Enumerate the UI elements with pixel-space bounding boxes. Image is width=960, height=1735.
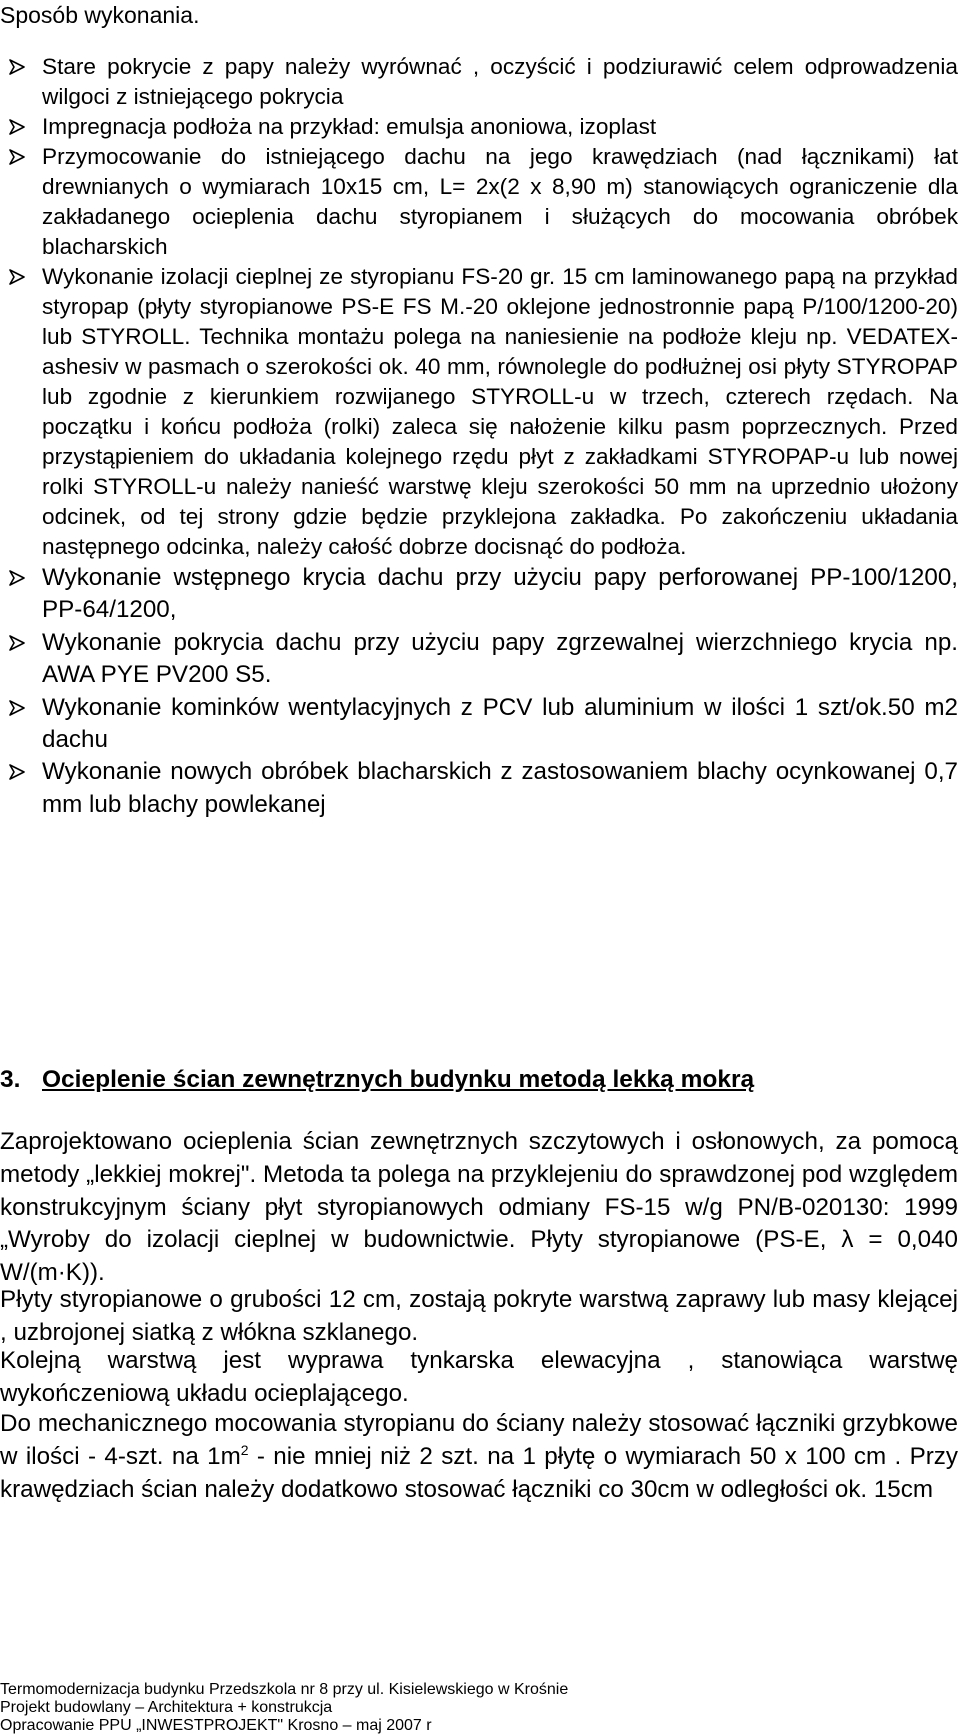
arrow-bullet-icon — [8, 269, 26, 285]
list-item-text: Wykonanie kominków wentylacyjnych z PCV lub aluminium w ilości 1 szt/ok.50 m2 dachu — [42, 693, 958, 754]
section-title-text: Ocieplenie ścian zewnętrznych budynku metodą lekką mokrą — [42, 1066, 755, 1093]
list-item-text: Przymocowanie do istniejącego dachu na jego krawędziach (nad łącznikami) łat drewnianych o wymiarach 10x15 cm, L= 2x(2 x 8,90 m) stanowiących ograniczenie dla zakładanego ocieplenia dachu styropianem i służących do mocowania obróbek blacharskich — [42, 144, 958, 259]
arrow-bullet-icon — [8, 635, 26, 651]
paragraph — [0, 1408, 958, 1506]
section-number: 3. — [0, 1066, 21, 1093]
page-footer — [0, 1681, 568, 1735]
list-item — [0, 52, 958, 112]
paragraph: Płyty styropianowe o grubości 12 cm, zostają pokryte warstwą zaprawy lub masy klejącej , uzbrojonej siatką z włókna szklanego. — [0, 1286, 958, 1346]
arrow-bullet-icon — [8, 119, 26, 135]
list-item — [0, 562, 958, 627]
list-item — [0, 112, 958, 142]
arrow-bullet-icon — [8, 149, 26, 165]
superscript: 2 — [240, 1441, 249, 1458]
list-item-text: Wykonanie nowych obróbek blacharskich z zastosowaniem blachy ocynkowanej 0,7 mm lub blachy powlekanej — [42, 758, 958, 818]
bullet-list — [0, 52, 958, 821]
list-item-text: Wykonanie pokrycia dachu przy użyciu papy zgrzewalnej wierzchniego krycia np. AWA PYE PV200 S5. — [42, 628, 958, 689]
arrow-bullet-icon — [8, 570, 26, 586]
list-item-text: Impregnacja podłoża na przykład: emulsja anoniowa, izoplast — [42, 114, 657, 139]
footer-line: Projekt budowlany – Architektura + konstrukcja — [0, 1699, 333, 1716]
list-item-text: Wykonanie izolacji cieplnej ze styropianu FS-20 gr. 15 cm laminowanego papą na przykład styropap (płyty styropianowe PS-E FS M.-20 oklejone jednostronnie papą P/100/1200-20) lub STYROLL. Technika montażu polega na naniesienie na podłoże kleju np. VEDATEX-ashesiv w pasmach o szerokości ok. 40 mm, równolegle do podłużnej osi płyty STYROPAP lub zgodnie z kierunkiem rozwijanego STYROLL-u w trzech, czterech rzędach. Na początku i końcu podłoża (rolki) zaleca się nałożenie kilku pasm poprzecznych. Przed przystąpieniem do układania kolejnego rzędu płyt z zakładkami STYROPAP-u lub nowej rolki STYROLL-u należy nanieść warstwę kleju szerokości 50 mm na uprzednio ułożony odcinek, od tej strony gdzie będzie przyklejona zakładka. Po zakończeniu układania następnego odcinka, należy całość dobrze docisnąć do podłoża. — [42, 264, 958, 559]
list-item — [0, 692, 958, 757]
list-item — [0, 627, 958, 692]
heading: Sposób wykonania. — [0, 2, 200, 28]
arrow-bullet-icon — [8, 59, 26, 75]
list-item — [0, 142, 958, 262]
arrow-bullet-icon — [8, 700, 26, 716]
footer-line: Opracowanie PPU „INWESTPROJEKT" Krosno – maj 2007 r — [0, 1717, 432, 1734]
list-item — [0, 262, 958, 562]
paragraph: Zaprojektowano ocieplenia ścian zewnętrznych szczytowych i osłonowych, za pomocą metody „lekkiej mokrej". Metoda ta polega na przyklejeniu do sprawdzonej pod względem konstrukcyjnym ściany płyt styropianowych odmiany FS-15 w/g PN/B-020130: 1999 „Wyroby do izolacji cieplnej w budownictwie. Płyty styropianowe (PS-E, λ = 0,040 W/(m·K)). — [0, 1128, 958, 1287]
paragraph-text: - nie mniej niż 2 szt. na 1 płytę o wymiarach 50 x 100 cm . Przy krawędziach ścian należy dodatkowo stosować łączniki co 30cm w odległości ok. 15cm — [0, 1442, 958, 1503]
list-item — [0, 756, 958, 821]
footer-line: Termomodernizacja budynku Przedszkola nr 8 przy ul. Kisielewskiego w Krośnie — [0, 1681, 569, 1698]
paragraph-text: Do mechanicznego mocowania styropianu do ściany należy stosować łączniki grzybkowe w ilości - 4-szt. na 1m — [0, 1410, 958, 1470]
section-title — [0, 1064, 754, 1096]
paragraph: Kolejną warstwą jest wyprawa tynkarska elewacyjna , stanowiąca warstwę wykończeniową układu ocieplającego. — [0, 1347, 958, 1407]
list-item-text: Stare pokrycie z papy należy wyrównać , oczyścić i podziurawić celem odprowadzenia wilgoci z istniejącego pokrycia — [42, 54, 958, 109]
list-item-text: Wykonanie wstępnego krycia dachu przy użyciu papy perforowanej PP-100/1200, PP-64/1200, — [42, 564, 958, 624]
arrow-bullet-icon — [8, 764, 26, 780]
